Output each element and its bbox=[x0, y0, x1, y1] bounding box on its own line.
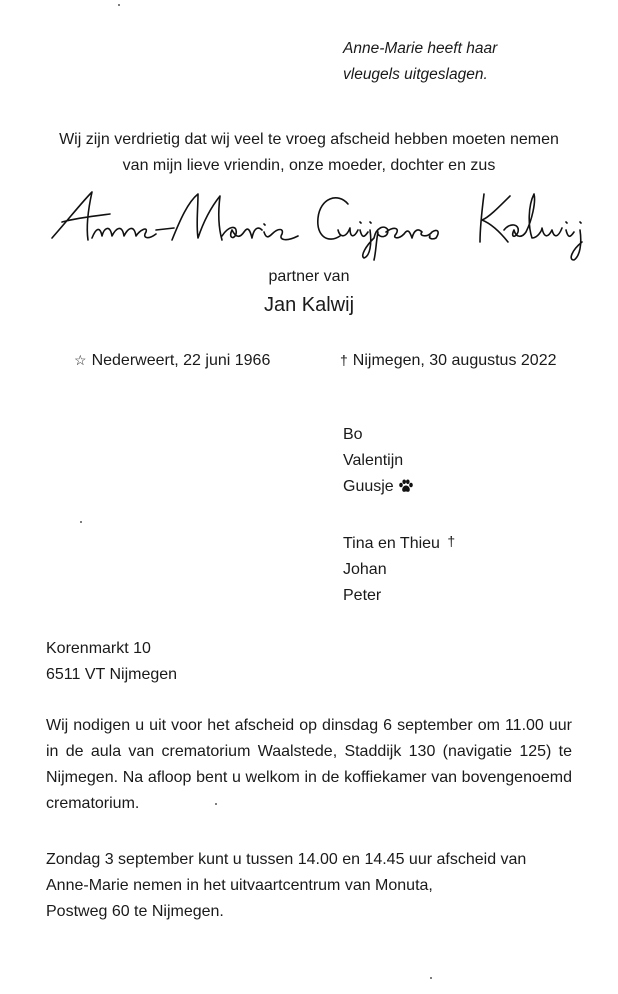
family-member-name: Tina en Thieu bbox=[343, 535, 440, 552]
family-member-name: Guusje bbox=[343, 478, 394, 495]
quote-line: vleugels uitgeslagen. bbox=[343, 66, 488, 83]
farewell-paragraph: Wij nodigen u uit voor het afscheid op dinsdag 6 september om 11.00 uur in de aula van crematorium Waalstede, Staddijk 130 (navigatie 125) te Nijmegen. Na afloop bent u welkom in de koffiekamer van bovengenoemd crematorium. bbox=[46, 717, 572, 812]
family-group-siblings bbox=[343, 528, 455, 609]
viewing-line: Zondag 3 september kunt u tussen 14.00 en 14.45 uur afscheid van bbox=[46, 851, 527, 868]
family-member: Valentijn bbox=[343, 452, 404, 469]
family-member bbox=[343, 528, 455, 557]
star-icon: ☆ bbox=[74, 352, 87, 368]
death-info bbox=[340, 352, 557, 370]
family-member: Peter bbox=[343, 587, 382, 604]
cross-icon: † bbox=[447, 533, 456, 549]
scan-speck bbox=[118, 4, 120, 6]
family-member: Johan bbox=[343, 561, 387, 578]
scan-speck bbox=[430, 977, 432, 979]
intro-line: Wij zijn verdrietig dat wij veel te vroeg afscheid hebben moeten nemen bbox=[59, 131, 559, 148]
cross-icon: † bbox=[340, 352, 348, 368]
viewing-paragraph bbox=[46, 847, 572, 925]
address-city: 6511 VT Nijmegen bbox=[46, 666, 178, 683]
address bbox=[46, 636, 177, 688]
family-group-children bbox=[343, 422, 414, 500]
intro-line: van mijn lieve vriendin, onze moeder, dochter en zus bbox=[122, 157, 496, 174]
birth-info bbox=[74, 352, 270, 370]
partner-label: partner van bbox=[268, 268, 350, 285]
poem-quote bbox=[343, 36, 497, 88]
address-street: Korenmarkt 10 bbox=[46, 640, 151, 657]
family-member bbox=[343, 474, 414, 500]
scan-speck bbox=[80, 521, 82, 523]
birth-text: Nederweert, 22 juni 1966 bbox=[91, 352, 271, 369]
death-text: Nijmegen, 30 augustus 2022 bbox=[352, 352, 557, 369]
intro-text bbox=[0, 127, 618, 179]
partner-name: Jan Kalwij bbox=[263, 294, 355, 316]
quote-line: Anne-Marie heeft haar bbox=[343, 40, 498, 57]
viewing-line: Anne-Marie nemen in het uitvaartcentrum van Monuta, bbox=[46, 877, 433, 894]
viewing-line: Postweg 60 te Nijmegen. bbox=[46, 903, 224, 920]
family-member: Bo bbox=[343, 426, 363, 443]
paw-icon bbox=[398, 479, 414, 493]
